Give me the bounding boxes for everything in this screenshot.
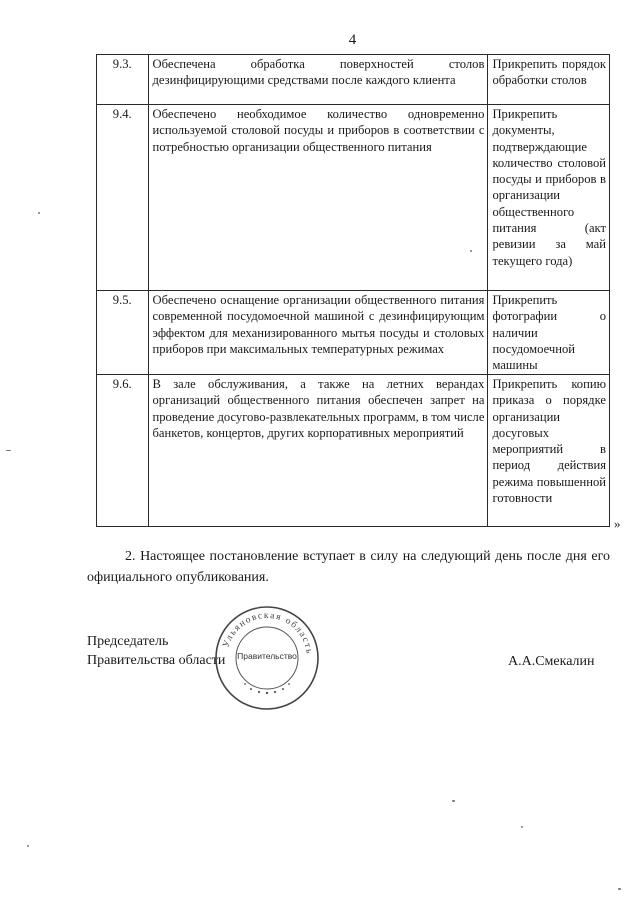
clause-effective-date: 2. Настоящее постановление вступает в силу на следующий день после дня его официального опубликования. — [87, 549, 610, 585]
requirement-text: Обеспечено необходимое количество одновременно используемой столовой посуды и приборов в соответствии с потребностью организации общественного питания — [148, 105, 488, 291]
requirements-table — [96, 54, 610, 527]
row-number: 9.4. — [97, 105, 149, 291]
page-number: 4 — [348, 32, 357, 48]
scan-speck — [6, 450, 11, 451]
svg-text:Ульяновская область: Ульяновская область — [221, 610, 314, 656]
table-row — [97, 105, 610, 291]
table-row — [97, 55, 610, 105]
row-number: 9.3. — [97, 55, 149, 105]
required-action: Прикрепить фотографии о наличии посудомоечной машины — [488, 291, 610, 375]
scan-speck — [38, 212, 40, 214]
signatory-name: А.А.Смекалин — [508, 654, 595, 669]
requirement-text: В зале обслуживания, а также на летних верандах организаций общественного питания обеспечен запрет на проведение досугово-развлекательных программ, в том числе банкетов, концертов, других корпоративных мероприятий — [148, 375, 488, 527]
scan-speck — [618, 888, 621, 890]
required-action: Прикрепить копию приказа о порядке организации досуговых мероприятий в период действия режима повышенной готовности — [488, 375, 610, 527]
seal-center-label: Правительство — [237, 651, 297, 661]
row-number: 9.5. — [97, 291, 149, 375]
requirement-text: Обеспечена обработка поверхностей столов дезинфицирующими средствами после каждого клиента — [148, 55, 488, 105]
table-row — [97, 291, 610, 375]
signatory-title-line2: Правительства области — [87, 653, 226, 668]
required-action: Прикрепить порядок обработки столов — [488, 55, 610, 105]
signatory-title-line1: Председатель — [87, 634, 169, 649]
row-number: 9.6. — [97, 375, 149, 527]
official-seal — [213, 604, 321, 712]
scan-speck — [27, 845, 29, 847]
required-action: Прикрепить документы, подтверждающие количество столовой посуды и приборов в организации общественного питания (акт ревизии за май текущего года) — [488, 105, 610, 291]
scan-speck — [470, 250, 472, 252]
continuation-mark: » — [614, 516, 621, 531]
scan-speck — [521, 826, 523, 828]
signatory-title — [87, 632, 225, 670]
scan-speck — [452, 800, 455, 802]
table-row — [97, 375, 610, 527]
requirement-text: Обеспечено оснащение организации общественного питания современной посудомоечной машиной с дезинфицирующим эффектом для механизированного мытья посуды и столовых приборов при максимальных температурных режимах — [148, 291, 488, 375]
